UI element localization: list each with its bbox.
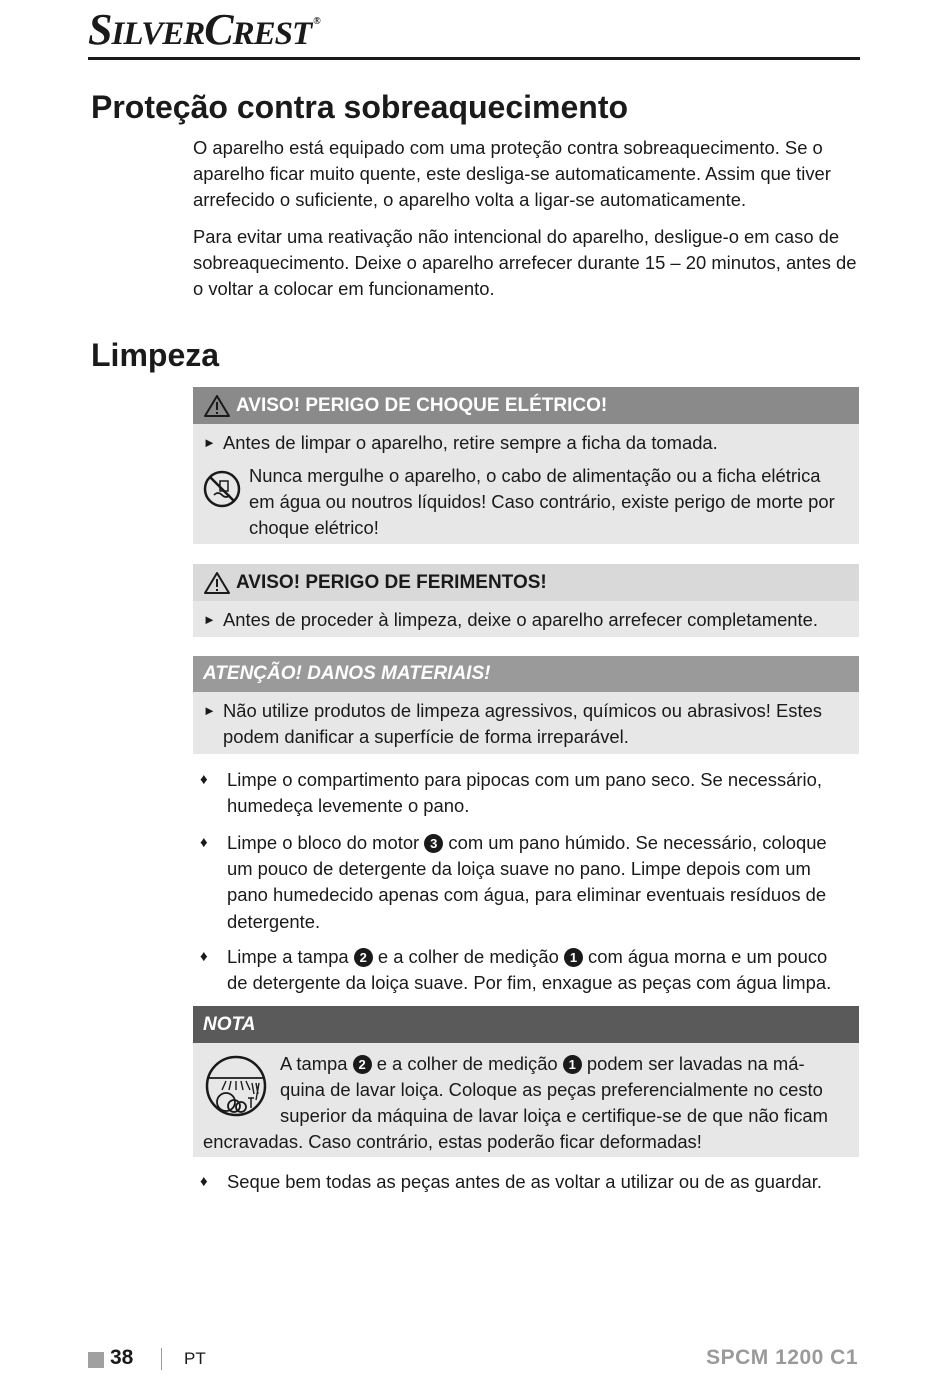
attention-text: Não utilize produtos de limpeza agressivos, químicos ou abrasivos! Estes podem danificar a superfície de forma irreparável. [223,700,823,748]
dishwasher-safe-icon [204,1054,268,1118]
model-number: SPCM 1200 C1 [706,1346,858,1369]
note-header [193,1006,859,1043]
list-item-text: Seque bem todas as peças antes de as voltar a utilizar ou de as guardar. [227,1171,823,1192]
list-item [200,767,850,819]
warning-triangle-icon [203,571,231,595]
note-box [193,1006,859,1157]
no-immersion-icon [202,469,242,509]
paragraph-overheat-2: Para evitar uma reativação não intencional do aparelho, desligue-o em caso de sobreaquecimento. Deixe o aparelho arrefecer durante 15 – 20 minutos, antes de o voltar a colocar em funcionamento. [193,226,857,300]
list-item [200,1169,850,1195]
list-item-text: Limpe o bloco do motor [227,832,425,853]
language-code: PT [184,1349,206,1368]
arrow-bullet-icon: ► [203,612,216,627]
footer-square-icon [88,1352,104,1368]
warning-box-electric [193,387,859,544]
number-3-icon: 3 [424,834,443,853]
arrow-bullet-icon: ► [203,435,216,450]
note-text: podem ser lavadas na má- [581,1053,805,1074]
header-rule [88,57,860,60]
warning-box-injury [193,564,859,637]
warning-header-injury [193,564,859,601]
note-title: NOTA [203,1013,256,1035]
list-item-text: e a colher de medição [372,946,564,967]
number-1-icon: 1 [563,1055,582,1074]
list-item [200,830,850,935]
arrow-bullet-icon: ► [203,703,216,718]
attention-item [203,698,845,750]
note-line: superior da máquina de lavar loiça e certifique-se de que não ficam [280,1105,828,1126]
warning-text: Antes de limpar o aparelho, retire sempre a ficha da tomada. [223,432,718,453]
number-2-icon: 2 [353,1055,372,1074]
warning-title-injury: AVISO! PERIGO DE FERIMENTOS! [236,571,547,593]
footer-divider [161,1348,162,1370]
diamond-bullet-icon: ♦ [200,1173,208,1190]
warning-header-electric [193,387,859,424]
note-line [280,1051,849,1077]
warning-item [203,607,845,633]
list-item-text: Limpe a tampa [227,946,354,967]
list-item-text: com água morna e um pouco de detergente da loiça suave. Por fim, enxague as peças com água limpa. [227,946,832,994]
brand-logo: SILVERCREST ® [88,5,320,54]
section-title-overheat: Proteção contra sobreaquecimento [91,89,629,125]
note-line: encravadas. Caso contrário, estas poderão ficar deformadas! [203,1131,702,1152]
warning-triangle-icon [203,394,231,418]
list-item-text: Limpe o compartimento para pipocas com um pano seco. Se necessário, humedeça levemente o pano. [227,769,822,817]
list-item-text: com um pano húmido. Se necessário, coloque um pouco de detergente da loiça suave no pano. Limpe depois com um pano humedecido apenas com água, para eliminar eventuais resíduos de detergente. [227,832,827,932]
diamond-bullet-icon: ♦ [200,834,208,851]
diamond-bullet-icon: ♦ [200,948,208,965]
section-title-cleaning: Limpeza [91,337,220,373]
warning-title-electric: AVISO! PERIGO DE CHOQUE ELÉTRICO! [236,394,608,416]
warning-item [203,430,845,456]
number-2-icon: 2 [354,948,373,967]
note-text: e a colher de medição [371,1053,563,1074]
attention-header [193,656,859,692]
warning-text: Antes de proceder à limpeza, deixe o aparelho arrefecer completamente. [223,609,818,630]
attention-title: ATENÇÃO! DANOS MATERIAIS! [203,663,491,684]
page-number: 38 [110,1346,134,1369]
list-item [200,944,850,996]
number-1-icon: 1 [564,948,583,967]
note-text: A tampa [280,1053,353,1074]
warning-text-immersion: Nunca mergulhe o aparelho, o cabo de alimentação ou a ficha elétrica em água ou noutros líquidos! Caso contrário, existe perigo de morte por choque elétrico! [249,465,835,539]
note-line: quina de lavar loiça. Coloque as peças preferencialmente no cesto [280,1079,823,1100]
diamond-bullet-icon: ♦ [200,771,208,788]
attention-box-material [193,656,859,754]
paragraph-overheat-1: O aparelho está equipado com uma proteção contra sobreaquecimento. Se o aparelho ficar muito quente, este desliga-se automaticamente. Assim que tiver arrefecido o suficiente, o aparelho volta a ligar-se automaticamente. [193,137,831,211]
